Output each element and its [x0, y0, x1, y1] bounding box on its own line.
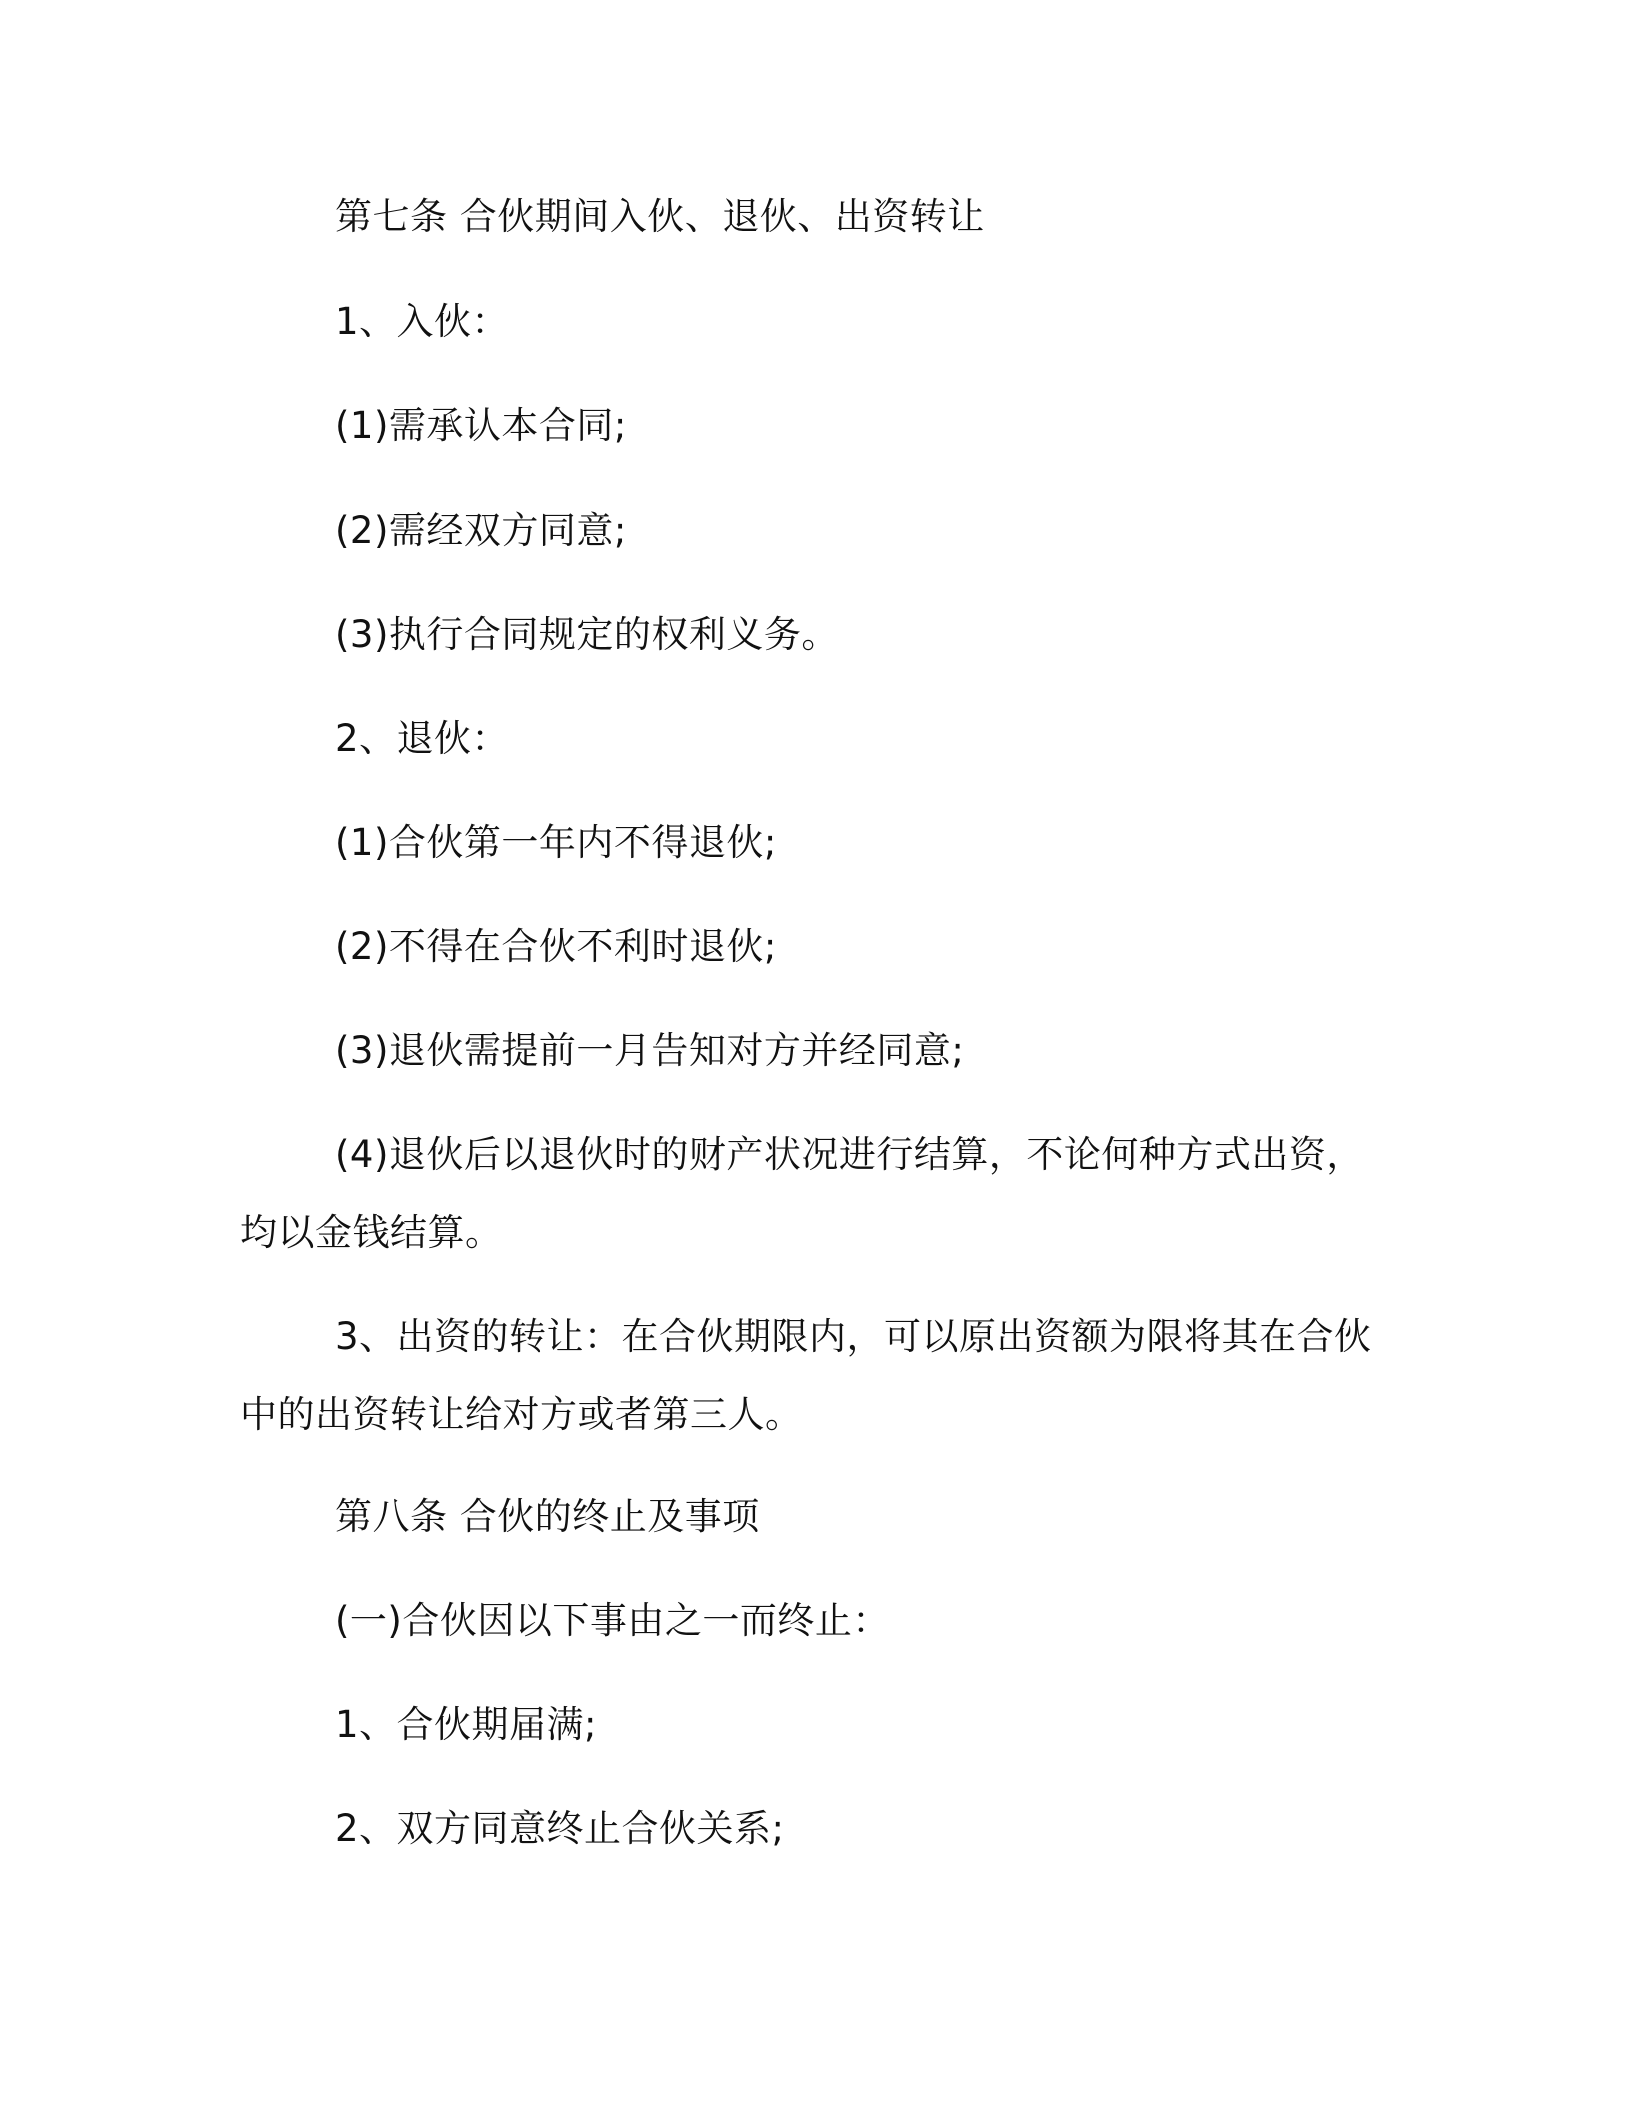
article-7-heading: 第七条 合伙期间入伙、退伙、出资转让 [335, 195, 985, 238]
article-8-heading: 第八条 合伙的终止及事项 [335, 1495, 760, 1538]
joining-condition-1: (1)需承认本合同; [335, 404, 627, 447]
termination-reason-2: 2、双方同意终止合伙关系; [335, 1807, 785, 1850]
withdrawal-condition-3: (3)退伙需提前一月告知对方并经同意; [335, 1029, 965, 1072]
item-joining: 1、入伙： [335, 300, 510, 343]
item-capital-transfer: 3、出资的转让：在合伙期限内，可以原出资额为限将其在合伙中的出资转让给对方或者第三人。 [240, 1315, 1372, 1436]
item-withdrawal: 2、退伙： [335, 717, 510, 760]
termination-intro: (一)合伙因以下事由之一而终止： [335, 1599, 890, 1642]
withdrawal-condition-1: (1)合伙第一年内不得退伙; [335, 821, 777, 864]
termination-reason-1: 1、合伙期届满; [335, 1703, 598, 1746]
joining-condition-3: (3)执行合同规定的权利义务。 [335, 613, 839, 656]
withdrawal-condition-2: (2)不得在合伙不利时退伙; [335, 925, 777, 968]
joining-condition-2: (2)需经双方同意; [335, 509, 627, 552]
withdrawal-condition-4: (4)退伙后以退伙时的财产状况进行结算，不论何种方式出资，均以金钱结算。 [240, 1133, 1364, 1254]
